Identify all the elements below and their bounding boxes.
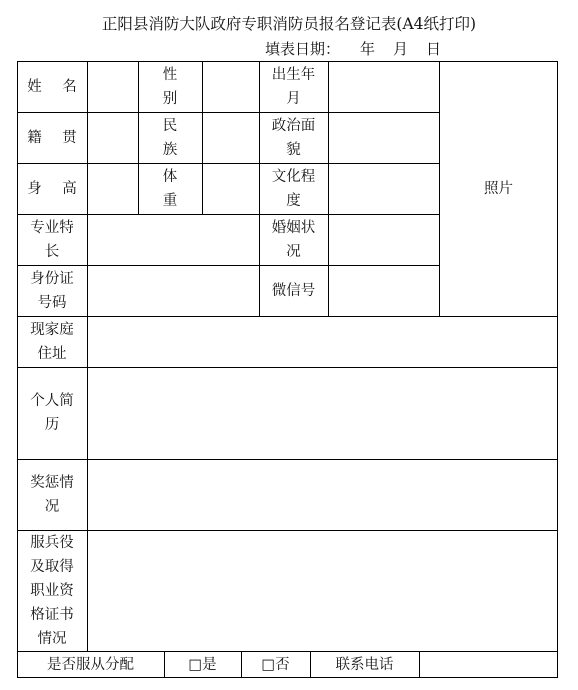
value-rewards[interactable]	[88, 460, 558, 530]
label-resume: 个人简历	[30, 393, 74, 433]
value-native-place[interactable]	[88, 113, 138, 163]
value-gender[interactable]	[203, 62, 259, 112]
value-id-number[interactable]	[88, 266, 259, 316]
value-marital-status[interactable]	[329, 215, 439, 265]
label-obey-assignment: 是否服从分配	[47, 656, 134, 673]
value-phone[interactable]	[420, 652, 558, 678]
value-wechat[interactable]	[329, 266, 439, 316]
label-specialty: 专业特长	[30, 219, 74, 260]
label-wechat: 微信号	[271, 282, 316, 299]
value-military-cert[interactable]	[88, 531, 558, 651]
label-height: 身 高	[27, 180, 85, 197]
checkbox-yes[interactable]: □是	[188, 656, 217, 673]
label-ethnicity: 民 族	[162, 117, 186, 158]
photo-box: 照片	[484, 180, 513, 197]
fill-date-line	[265, 40, 441, 58]
label-address: 现家庭住址	[30, 321, 74, 362]
label-rewards: 奖惩情况	[30, 474, 74, 515]
value-political-status[interactable]	[329, 113, 439, 163]
label-education: 文化程度	[271, 168, 316, 209]
form-title: 正阳县消防大队政府专职消防员报名登记表(A4纸打印)	[101, 15, 477, 33]
fill-date-year: 年	[360, 40, 376, 58]
fill-date-day: 日	[426, 40, 442, 58]
value-height[interactable]	[88, 164, 138, 214]
value-specialty[interactable]	[88, 215, 259, 265]
value-address[interactable]	[88, 317, 558, 367]
value-education[interactable]	[329, 164, 439, 214]
label-political-status: 政治面貌	[271, 117, 316, 158]
label-military-cert: 服兵役及取得职业资格证书情况	[30, 534, 74, 647]
label-phone: 联系电话	[335, 656, 394, 673]
checkbox-no[interactable]: □否	[261, 656, 290, 673]
label-native-place: 籍 贯	[27, 129, 85, 146]
fill-date-label: 填表日期：	[265, 40, 341, 58]
value-resume[interactable]	[88, 368, 558, 459]
label-marital-status: 婚姻状况	[271, 219, 316, 260]
label-gender: 性 别	[162, 66, 186, 107]
value-name[interactable]	[88, 62, 138, 112]
label-id-number: 身份证号码	[30, 270, 74, 311]
label-name: 姓 名	[27, 78, 85, 95]
value-weight[interactable]	[203, 164, 259, 214]
label-weight: 体 重	[162, 168, 186, 209]
label-birth: 出生年月	[271, 66, 316, 107]
value-ethnicity[interactable]	[203, 113, 259, 163]
value-birth[interactable]	[329, 62, 439, 112]
fill-date-month: 月	[393, 40, 409, 58]
